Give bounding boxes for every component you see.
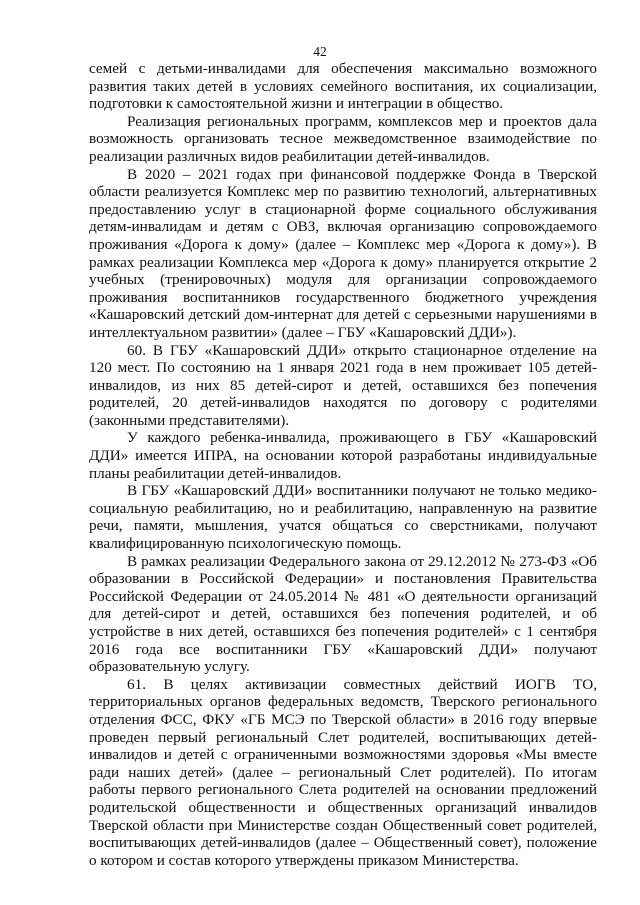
page-number: 42 [313, 44, 327, 59]
paragraph: 61. В целях активизации совместных действий ИОГВ ТО, территориальных органов федеральных ведомств, Тверского регионального отделения ФСС, ФКУ «ГБ МСЭ по Тверской области» в 2016 году впервые проведен первый региональный Слет родителей, воспитывающих детей-инвалидов и детей с ограниченными возможностями здоровья «Мы вместе ради наших детей» (далее – региональный Слет родителей). По итогам работы первого регионального Слета родителей на основании предложений родительской общественности и общественных организаций инвалидов Тверской области при Министерстве создан Общественный совет родителей, воспитывающих детей-инвалидов (далее – Общественный совет), положение о котором и состав которого утверждены приказом Министерства. [89, 675, 597, 869]
paragraph: У каждого ребенка-инвалида, проживающего в ГБУ «Кашаровский ДДИ» имеется ИПРА, на основании которой разработаны индивидуальные планы реабилитации детей-инвалидов. [89, 429, 597, 482]
paragraph: В 2020 – 2021 годах при финансовой поддержке Фонда в Тверской области реализуется Комплекс мер по развитию технологий, альтернативных предоставлению услуг в стационарной форме социального обслуживания детям-инвалидам и детям с ОВЗ, включая организацию сопровождаемого проживания «Дорога к дому» (далее – Комплекс мер «Дорога к дому»). В рамках реализации Комплекса мер «Дорога к дому» планируется открытие 2 учебных (тренировочных) модуля для организации сопровождаемого проживания воспитанников государственного бюджетного учреждения «Кашаровский детский дом-интернат для детей с серьезными нарушениями в интеллектуальном развитии» (далее – ГБУ «Кашаровский ДДИ»). [89, 165, 597, 341]
paragraph: Реализация региональных программ, комплексов мер и проектов дала возможность организовать тесное межведомственное взаимодействие по реализации различных видов реабилитации детей-инвалидов. [89, 112, 597, 165]
paragraph: семей с детьми-инвалидами для обеспечения максимально возможного развития таких детей в условиях семейного воспитания, их социализации, подготовки к самостоятельной жизни и интеграции в общество. [89, 60, 597, 113]
paragraph: 60. В ГБУ «Кашаровский ДДИ» открыто стационарное отделение на 120 мест. По состоянию на 1 января 2021 года в нем проживает 105 детей-инвалидов, из них 85 детей-сирот и детей, оставшихся без попечения родителей, 20 детей-инвалидов находятся по договору с родителями (законными представителями). [89, 341, 597, 429]
paragraph: В ГБУ «Кашаровский ДДИ» воспитанники получают не только медико-социальную реабилитацию, но и реабилитацию, направленную на развитие речи, памяти, мышления, учатся общаться со сверстниками, получают квалифицированную психологическую помощь. [89, 482, 597, 553]
document-body [89, 60, 597, 869]
paragraph: В рамках реализации Федерального закона от 29.12.2012 № 273-ФЗ «Об образовании в Российской Федерации» и постановления Правительства Российской Федерации от 24.05.2014 № 481 «О деятельности организаций для детей-сирот и детей, оставшихся без попечения родителей, и об устройстве в них детей, оставшихся без попечения родителей» с 1 сентября 2016 года все воспитанники ГБУ «Кашаровский ДДИ» получают образовательную услугу. [89, 552, 597, 676]
